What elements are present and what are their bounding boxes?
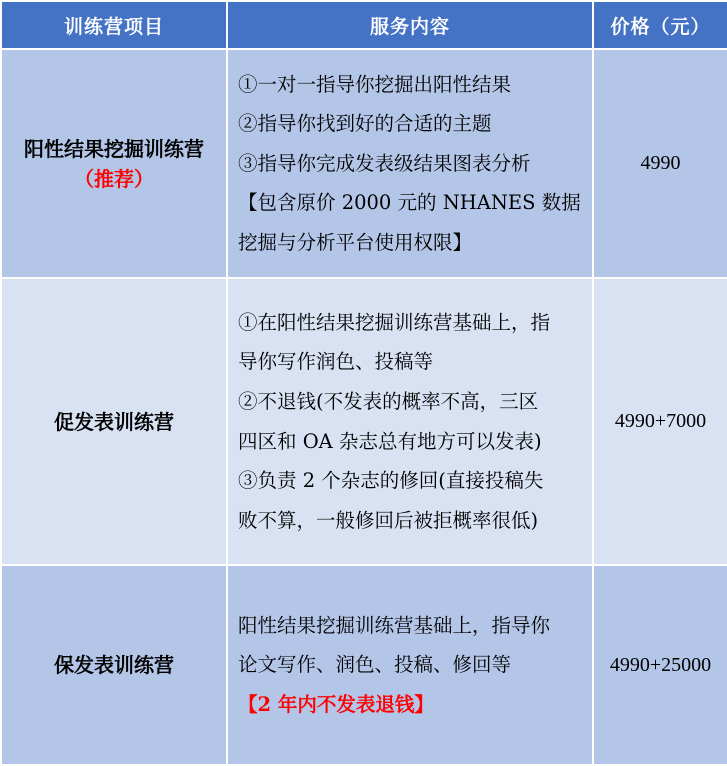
- content-line: ①一对一指导你挖掘出阳性结果: [238, 72, 512, 96]
- table-row: [1, 565, 727, 765]
- content-line: 挖掘与分析平台使用权限】: [238, 230, 473, 254]
- project-name: 促发表训练营: [54, 409, 174, 434]
- recommended-tag: （推荐）: [74, 166, 154, 191]
- header-project: 训练营项目: [1, 1, 227, 49]
- header-price: 价格（元）: [593, 1, 727, 49]
- project-cell: [1, 278, 227, 565]
- content-line: ②不退钱(不发表的概率不高，三区: [238, 389, 539, 413]
- content-line: ②指导你找到好的合适的主题: [238, 112, 492, 136]
- table-row: [1, 278, 727, 565]
- content-line: ①在阳性结果挖掘训练营基础上，指: [238, 310, 551, 334]
- content-line: 论文写作、润色、投稿、修回等: [238, 653, 512, 677]
- project-cell: [1, 49, 227, 278]
- price-cell: 4990+25000: [593, 565, 727, 765]
- price-cell: 4990+7000: [593, 278, 727, 565]
- content-line: 【包含原价 2000 元的 NHANES 数据: [238, 191, 581, 215]
- project-name: 阳性结果挖掘训练营: [24, 136, 204, 161]
- header-content: 服务内容: [227, 1, 593, 49]
- refund-guarantee-note: 【2 年内不发表退钱】: [238, 692, 434, 716]
- project-cell: [1, 565, 227, 765]
- table-header-row: [1, 1, 727, 49]
- content-cell: [227, 278, 593, 565]
- project-name: 保发表训练营: [54, 653, 174, 677]
- content-line: 四区和 OA 杂志总有地方可以发表): [238, 429, 542, 453]
- content-line: 阳性结果挖掘训练营基础上，指导你: [238, 613, 551, 637]
- price-cell: 4990: [593, 49, 727, 278]
- content-cell: [227, 49, 593, 278]
- content-line: 败不算，一般修回后被拒概率很低): [238, 508, 539, 532]
- content-line: 导你写作润色、投稿等: [238, 350, 434, 374]
- content-line: ③指导你完成发表级结果图表分析: [238, 151, 531, 175]
- content-line: ③负责 2 个杂志的修回(直接投稿失: [238, 469, 544, 493]
- content-cell: [227, 565, 593, 765]
- table-row: [1, 49, 727, 278]
